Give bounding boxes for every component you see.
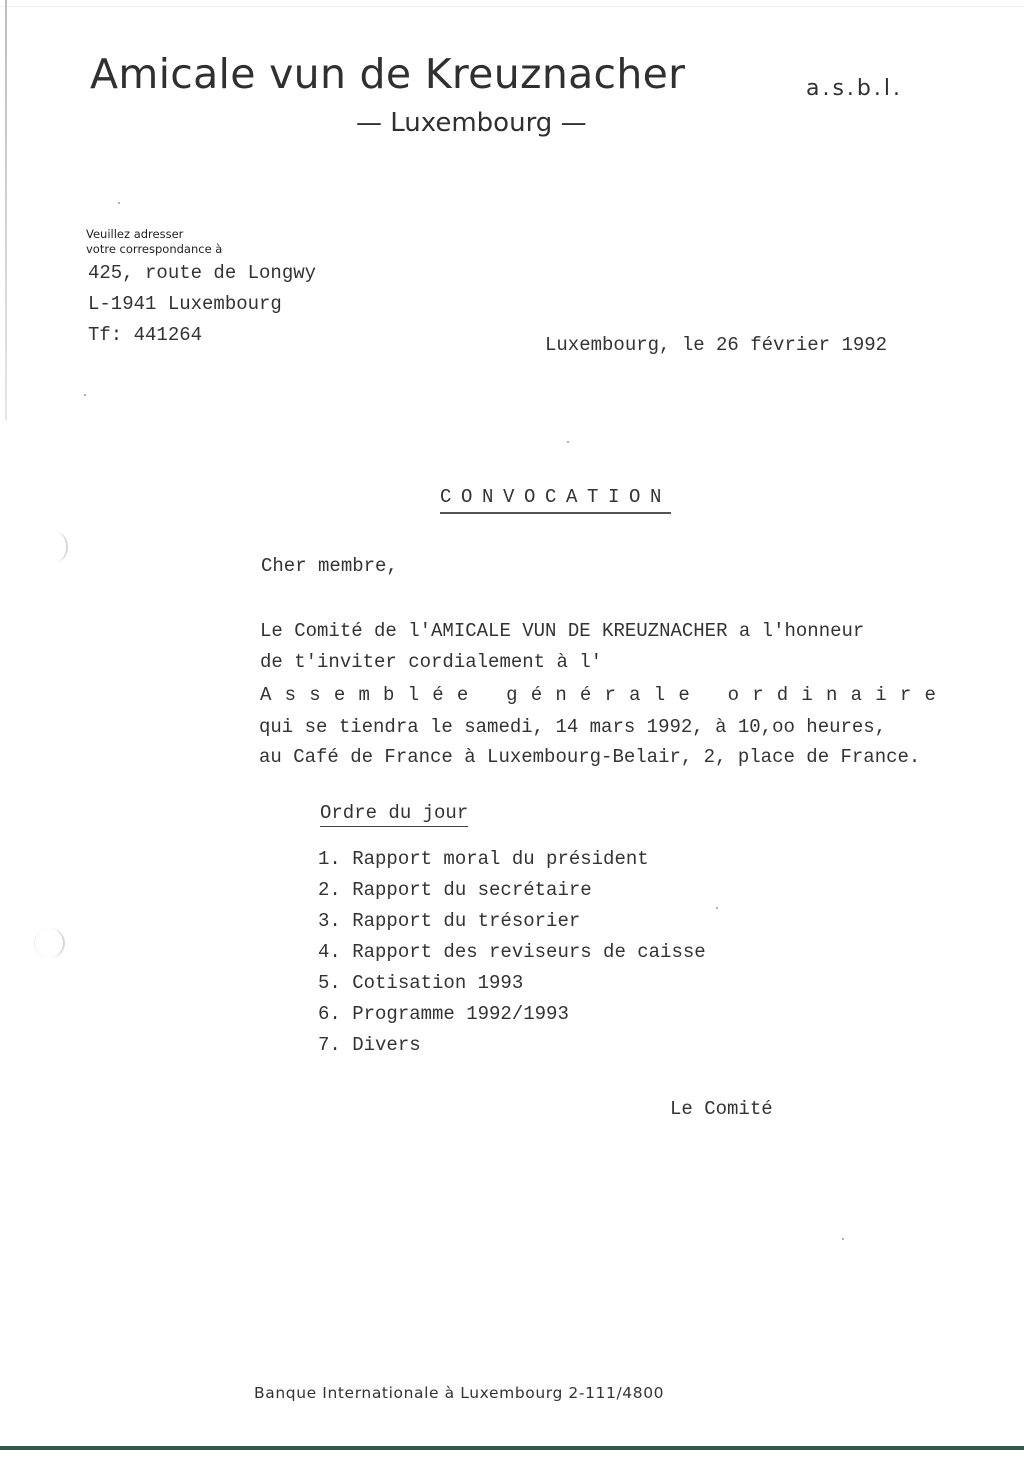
footer-bar	[0, 1446, 1024, 1450]
assembly-title-letter: s	[309, 684, 321, 706]
assembly-title-letter: r	[752, 684, 764, 706]
assembly-title-letter: n	[555, 684, 567, 706]
agenda-item: 3. Rapport du trésorier	[318, 910, 581, 932]
assembly-title-letter: n	[826, 684, 838, 706]
agenda-item: 1. Rapport moral du président	[318, 848, 649, 870]
punch-hole-mark	[44, 532, 68, 562]
assembly-title-letter: r	[899, 684, 912, 706]
assembly-title-letter	[481, 684, 492, 706]
scan-top-edge	[0, 6, 1024, 7]
assembly-title-letter: e	[924, 684, 936, 706]
agenda-item: 5. Cotisation 1993	[318, 972, 524, 994]
salutation: Cher membre,	[261, 555, 398, 577]
assembly-title-letter: é	[579, 684, 592, 706]
scan-speck	[567, 441, 569, 443]
assembly-title-letter: l	[407, 684, 420, 706]
scan-speck	[716, 907, 718, 909]
assembly-title-letter: é	[432, 684, 444, 706]
agenda-item: 7. Divers	[318, 1034, 421, 1056]
agenda-item: 4. Rapport des reviseurs de caisse	[318, 941, 706, 963]
organization-city: — Luxembourg —	[356, 108, 587, 138]
assembly-title-letter: A	[260, 684, 272, 706]
address-postal: L-1941 Luxembourg	[88, 293, 282, 315]
assembly-title-letter: g	[506, 684, 518, 706]
organization-name: Amicale vun de Kreuznacher	[90, 50, 686, 98]
assembly-title-letter	[703, 684, 714, 706]
assembly-title-letter: r	[604, 684, 616, 706]
address-note	[86, 227, 222, 257]
address-street: 425, route de Longwy	[88, 262, 317, 284]
scan-speck	[84, 394, 86, 396]
body-line-1: Le Comité de l'AMICALE VUN DE KREUZNACHER a l'honneur	[260, 620, 865, 642]
body-line-2: de t'inviter cordialement à l'	[260, 651, 603, 673]
assembly-title-letter: b	[383, 684, 395, 706]
assembly-title-letter: e	[333, 684, 346, 706]
assembly-title-letter: i	[875, 684, 887, 706]
agenda-item: 6. Programme 1992/1993	[318, 1003, 569, 1025]
assembly-title-letter: s	[284, 684, 297, 706]
punch-hole-mark	[34, 928, 65, 958]
body-line-4: qui se tiendra le samedi, 14 mars 1992, à 10,oo heures,	[259, 716, 887, 738]
assembly-title-letter: d	[776, 684, 789, 706]
assembly-title-letter: o	[727, 684, 739, 706]
agenda-title: Ordre du jour	[320, 802, 468, 827]
scan-speck	[118, 202, 120, 204]
assembly-title-letter: a	[629, 684, 641, 706]
assembly-title	[260, 684, 936, 706]
agenda-item: 2. Rapport du secrétaire	[318, 879, 592, 901]
document-heading: CONVOCATION	[440, 486, 671, 514]
scan-left-edge	[5, 0, 7, 420]
bank-details: Banque Internationale à Luxembourg 2-111/4800	[254, 1384, 665, 1402]
assembly-title-letter: a	[850, 684, 863, 706]
address-note-line-1: Veuillez adresser	[86, 227, 184, 241]
assembly-title-letter: i	[801, 684, 813, 706]
assembly-title-letter: e	[678, 684, 690, 706]
organization-legal-suffix: a.s.b.l.	[806, 76, 903, 101]
assembly-title-letter: m	[358, 684, 370, 706]
signature: Le Comité	[670, 1098, 773, 1120]
letter-date: Luxembourg, le 26 février 1992	[545, 334, 888, 356]
agenda-list	[318, 844, 706, 1061]
address-phone: Tf: 441264	[88, 324, 203, 346]
scan-speck	[842, 1238, 844, 1240]
address-note-line-2: votre correspondance à	[86, 242, 223, 256]
body-line-5: au Café de France à Luxembourg-Belair, 2, place de France.	[259, 746, 921, 768]
assembly-title-letter: l	[653, 684, 666, 706]
assembly-title-letter: e	[456, 684, 469, 706]
assembly-title-letter: é	[530, 684, 543, 706]
